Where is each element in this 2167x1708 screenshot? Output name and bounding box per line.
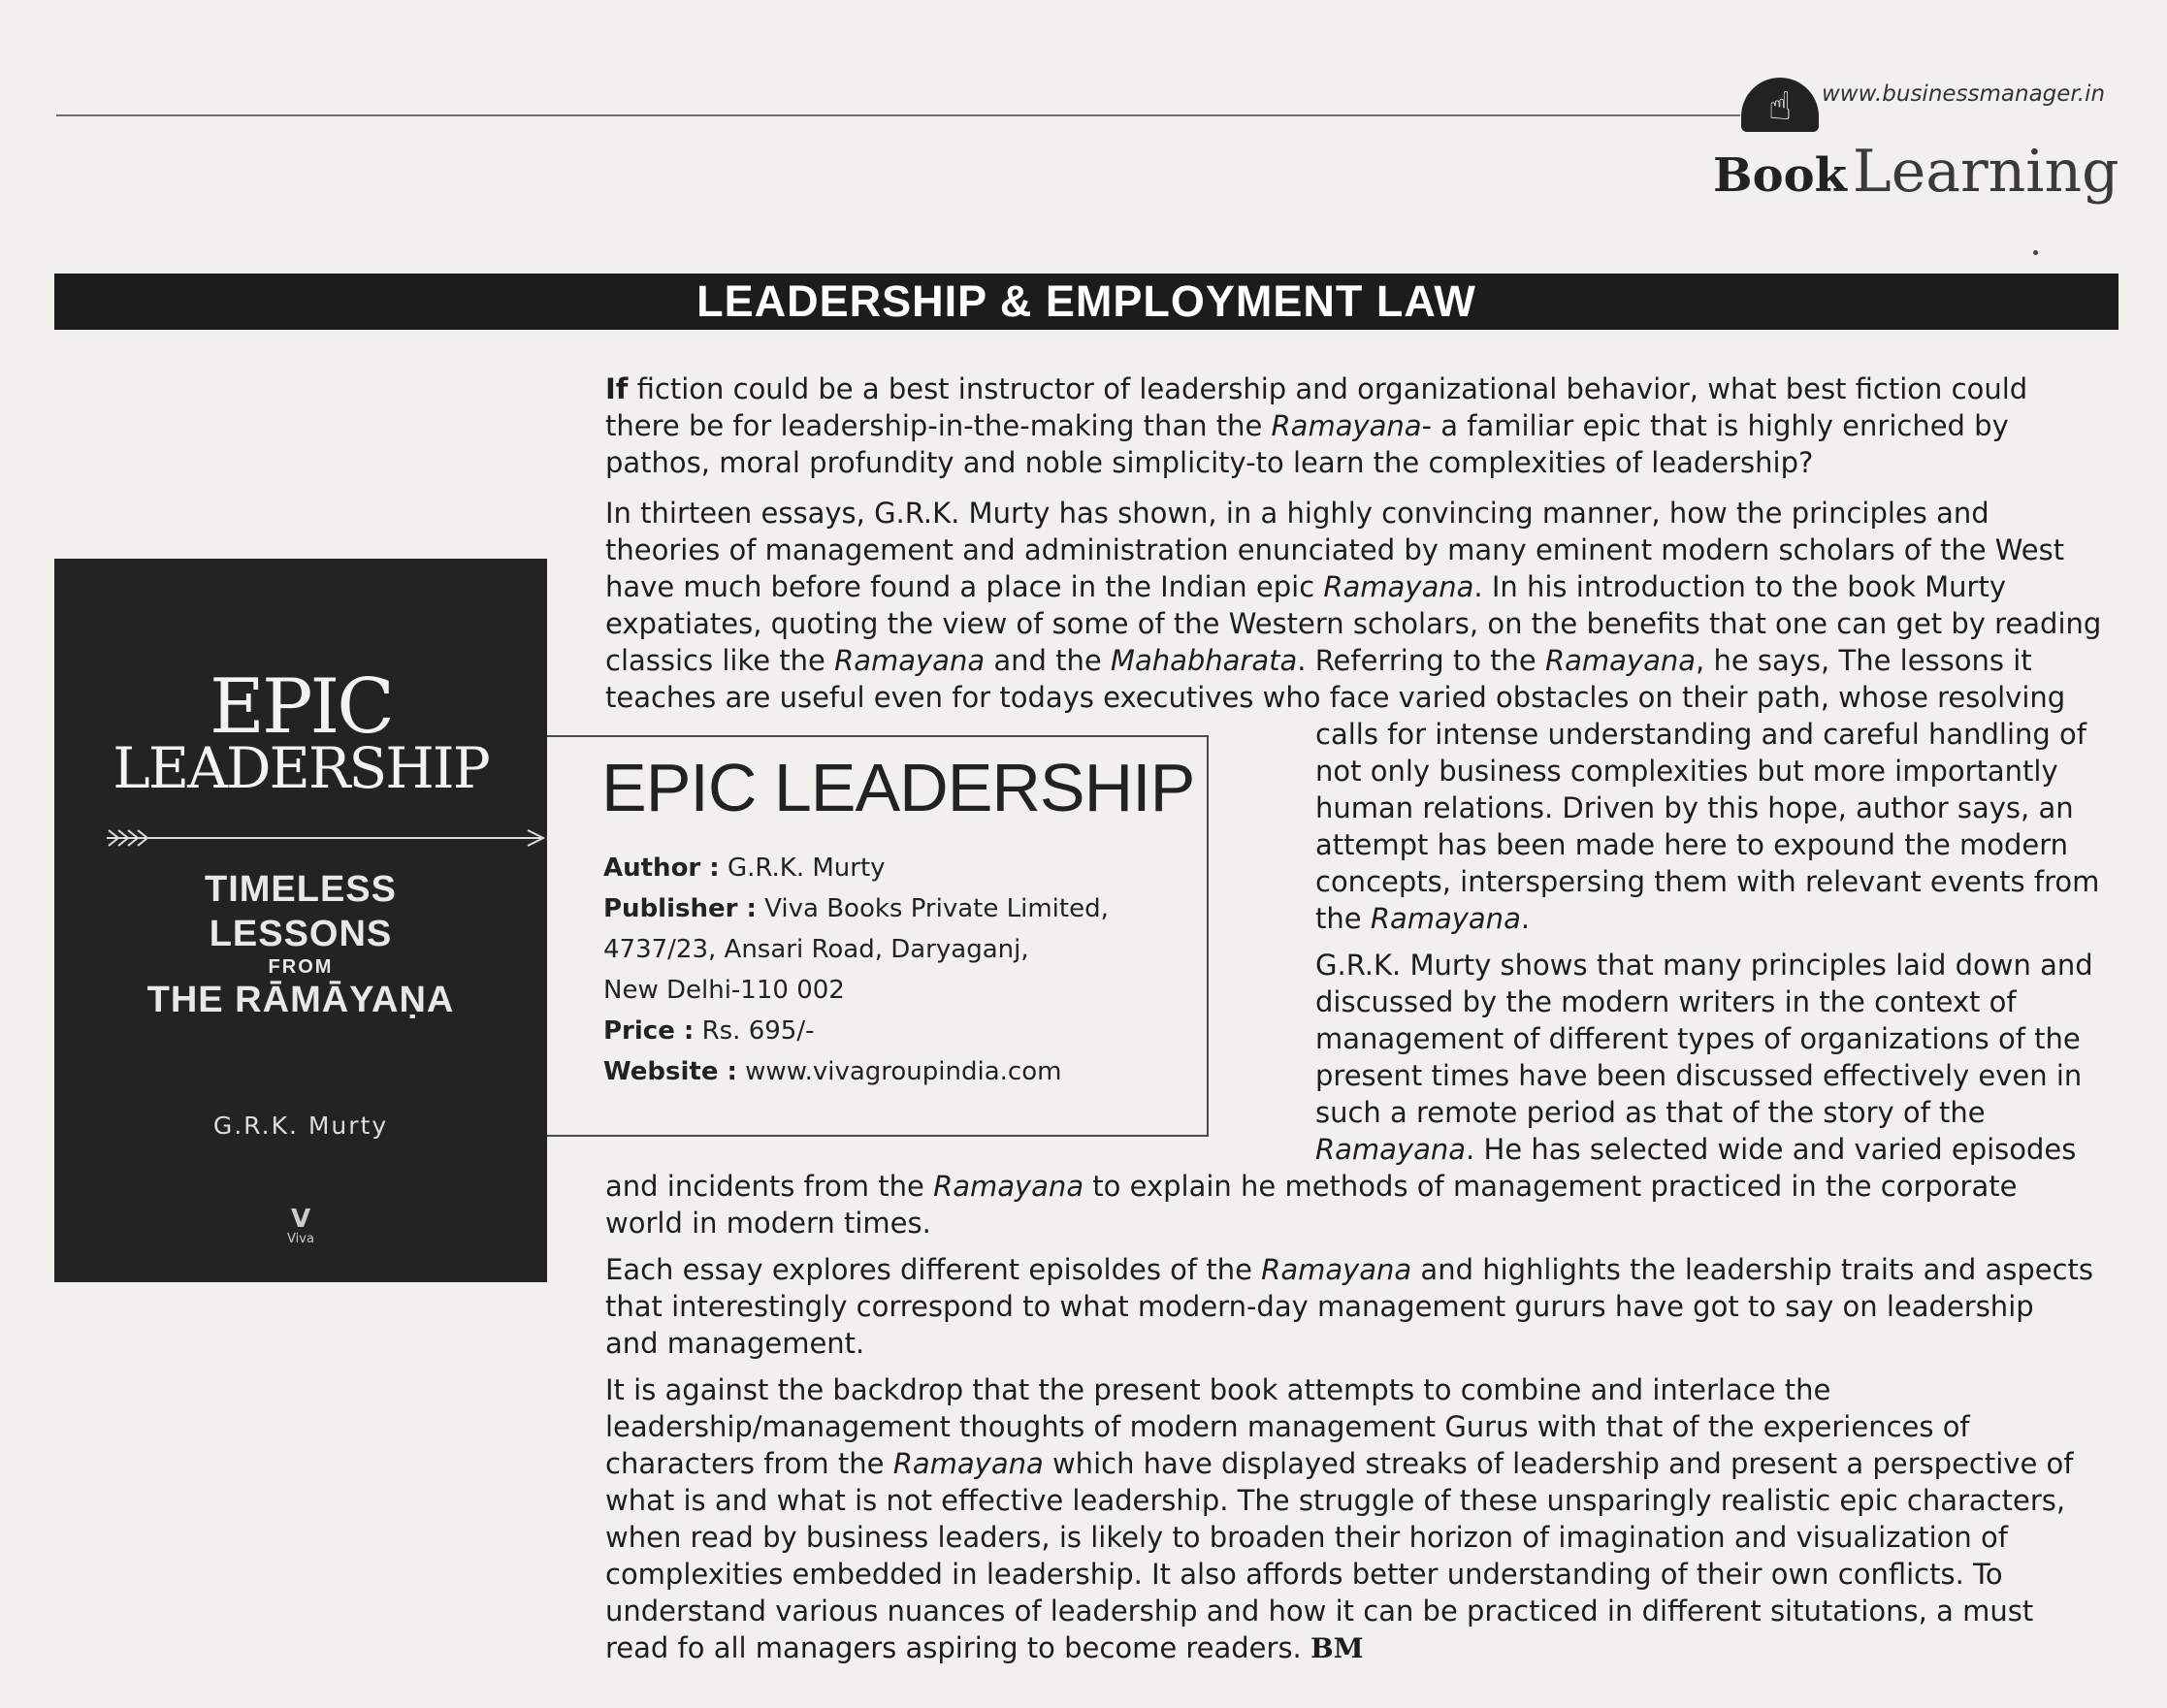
p2-line5b: and the — [985, 644, 1111, 677]
cover-subtitle-line1: TIMELESS — [204, 869, 398, 910]
section-title — [1713, 138, 2119, 206]
p5-line5: when read by business leaders, is likely to broaden their horizon of imagination and visualization of — [605, 1521, 2008, 1554]
paragraph-3 — [1315, 947, 2093, 1168]
p4-line1-italic: Ramayana — [1261, 1253, 1412, 1286]
publisher-logo — [54, 1207, 547, 1246]
author-label: Author : — [603, 854, 720, 883]
paragraph-5 — [605, 1371, 2073, 1667]
website-label: Website : — [603, 1057, 737, 1086]
p4-line1a: Each essay explores different episoldes of the — [605, 1253, 1262, 1286]
website-url[interactable]: www.businessmanager.in — [1822, 81, 2106, 107]
cover-subtitle-line3: FROM — [268, 956, 334, 978]
publisher-label: Publisher : — [603, 894, 757, 923]
p2-line5-italic1: Ramayana — [834, 644, 986, 677]
p1-line2a: there be for leadership-in-the-making than the — [605, 409, 1272, 442]
p2-line12-italic: Ramayana — [1370, 902, 1521, 935]
publisher-website[interactable]: www.vivagroupindia.com — [745, 1057, 1062, 1086]
p2-line12b: . — [1520, 902, 1531, 935]
cover-title-line1: EPIC — [210, 663, 392, 751]
hand-cursor-icon: ☝ — [1741, 78, 1819, 132]
p3-line7b: to explain he methods of management practiced in the corporate — [1084, 1170, 2018, 1203]
p3-line7a: and incidents from the — [605, 1170, 934, 1203]
book-info-details — [603, 848, 1109, 1092]
p2-line3b: . In his introduction to the book Murty — [1473, 570, 2006, 603]
publisher-line2: 4737/23, Ansari Road, Daryaganj, — [603, 935, 1029, 964]
p3-line8: world in modern times. — [605, 1207, 931, 1240]
p2-line2: theories of management and administration enunciated by many eminent modern scholars of the West — [605, 533, 2065, 566]
paragraph-3-continued — [605, 1168, 2017, 1241]
paragraph-1 — [605, 371, 2027, 481]
p2-line6: teaches are useful even for todays executives who face varied obstacles on their path, whose resolving — [605, 681, 2066, 714]
p3-line7-italic: Ramayana — [933, 1170, 1084, 1203]
section-banner — [54, 274, 2118, 330]
cover-title-line2: LEADERSHIP — [113, 735, 489, 801]
p2-line9: human relations. Driven by this hope, author says, an — [1315, 791, 2074, 824]
p1-line3: pathos, moral profundity and noble simplicity-to learn the complexities of leadership? — [605, 446, 1814, 479]
p3-line6-italic: Ramayana — [1315, 1133, 1467, 1166]
p5-line3a: characters from the — [605, 1447, 893, 1480]
publisher-line3: New Delhi-110 002 — [603, 976, 845, 1005]
dropcap-word: If — [605, 372, 629, 405]
p2-line5-italic3: Ramayana — [1544, 644, 1697, 677]
banner-title: LEADERSHIP & EMPLOYMENT LAW — [696, 276, 1476, 326]
paragraph-2-continued — [1315, 716, 2099, 937]
p3-line1: G.R.K. Murty shows that many principles laid down and — [1315, 949, 2093, 982]
viva-logo-icon: V — [290, 1205, 311, 1234]
publisher-line1: Viva Books Private Limited, — [764, 894, 1109, 923]
p2-line1: In thirteen essays, G.R.K. Murty has shown, in a highly convincing manner, how the principles and — [605, 497, 1989, 530]
cover-subtitle — [54, 867, 547, 1022]
paragraph-4 — [605, 1251, 2093, 1362]
paragraph-2 — [605, 495, 2101, 716]
p2-line5d: , he says, The lessons it — [1696, 644, 2032, 677]
p2-line5a: classics like the — [605, 644, 835, 677]
p5-line3-italic: Ramayana — [892, 1447, 1044, 1480]
p5-line4: what is and what is not effective leadership. The struggle of these unsparingly realistic epic characters, — [605, 1484, 2066, 1517]
end-mark-icon: BM — [1310, 1632, 1364, 1664]
header-rule — [56, 114, 1740, 116]
p3-line4: present times have been discussed effectively even in — [1315, 1059, 2083, 1092]
speck — [2033, 250, 2038, 255]
p2-line11: concepts, interspersing them with relevant events from — [1315, 865, 2100, 898]
p4-line2: that interestingly correspond to what modern-day management gururs have got to say on leadership — [605, 1290, 2034, 1323]
p4-line3: and management. — [605, 1327, 865, 1360]
price-label: Price : — [603, 1016, 695, 1046]
publisher-logo-text: Viva — [287, 1232, 314, 1246]
p3-line2: discussed by the modern writers in the context of — [1315, 985, 2017, 1018]
p2-line4: expatiates, quoting the view of some of the Western scholars, on the benefits that one can get by reading — [605, 607, 2102, 640]
section-title-word2: Learning — [1852, 138, 2119, 206]
p5-line2: leadership/management thoughts of modern management Gurus with that of the experiences of — [605, 1410, 1970, 1443]
p2-line3a: have much before found a place in the Indian epic — [605, 570, 1324, 603]
p2-line3-italic: Ramayana — [1323, 570, 1474, 603]
p1-line1: fiction could be a best instructor of leadership and organizational behavior, what best fiction could — [628, 372, 2028, 405]
p1-line2b: - a familiar epic that is highly enriched by — [1421, 409, 2009, 442]
p5-line7: understand various nuances of leadership and how it can be practiced in different situtations, a must — [605, 1595, 2034, 1627]
p2-line12a: the — [1315, 902, 1371, 935]
p5-line3b: which have displayed streaks of leadership and present a perspective of — [1043, 1447, 2074, 1480]
p2-line7: calls for intense understanding and careful handling of — [1315, 718, 2086, 751]
book-info-title: EPIC LEADERSHIP — [601, 750, 1195, 825]
p4-line1b: and highlights the leadership traits and aspects — [1411, 1253, 2093, 1286]
p5-line8: read fo all managers aspiring to become readers. — [605, 1631, 1302, 1664]
p5-line6: complexities embedded in leadership. It also affords better understanding of their own conflicts. To — [605, 1558, 2003, 1591]
p3-line6b: . He has selected wide and varied episodes — [1466, 1133, 2077, 1166]
book-cover — [54, 559, 547, 1282]
p2-line5c: . Referring to the — [1297, 644, 1545, 677]
cover-subtitle-line2: LESSONS — [209, 914, 393, 954]
p5-line1: It is against the backdrop that the present book attempts to combine and interlace the — [605, 1373, 1831, 1406]
p3-line5: such a remote period as that of the story of the — [1315, 1096, 1986, 1129]
cover-subtitle-line4: THE RĀMĀYAṆA — [146, 980, 455, 1020]
section-title-word1: Book — [1713, 148, 1847, 203]
p2-line5-italic2: Mahabharata — [1110, 644, 1298, 677]
p2-line8: not only business complexities but more importantly — [1315, 755, 2058, 788]
arrow-icon — [105, 819, 551, 857]
author-value: G.R.K. Murty — [727, 854, 886, 883]
price-value: Rs. 695/- — [701, 1016, 815, 1046]
p3-line3: management of different types of organizations of the — [1315, 1022, 2081, 1055]
p1-line2-italic: Ramayana — [1271, 409, 1422, 442]
cover-author: G.R.K. Murty — [212, 1112, 389, 1140]
p2-line10: attempt has been made here to expound the modern — [1315, 828, 2069, 861]
